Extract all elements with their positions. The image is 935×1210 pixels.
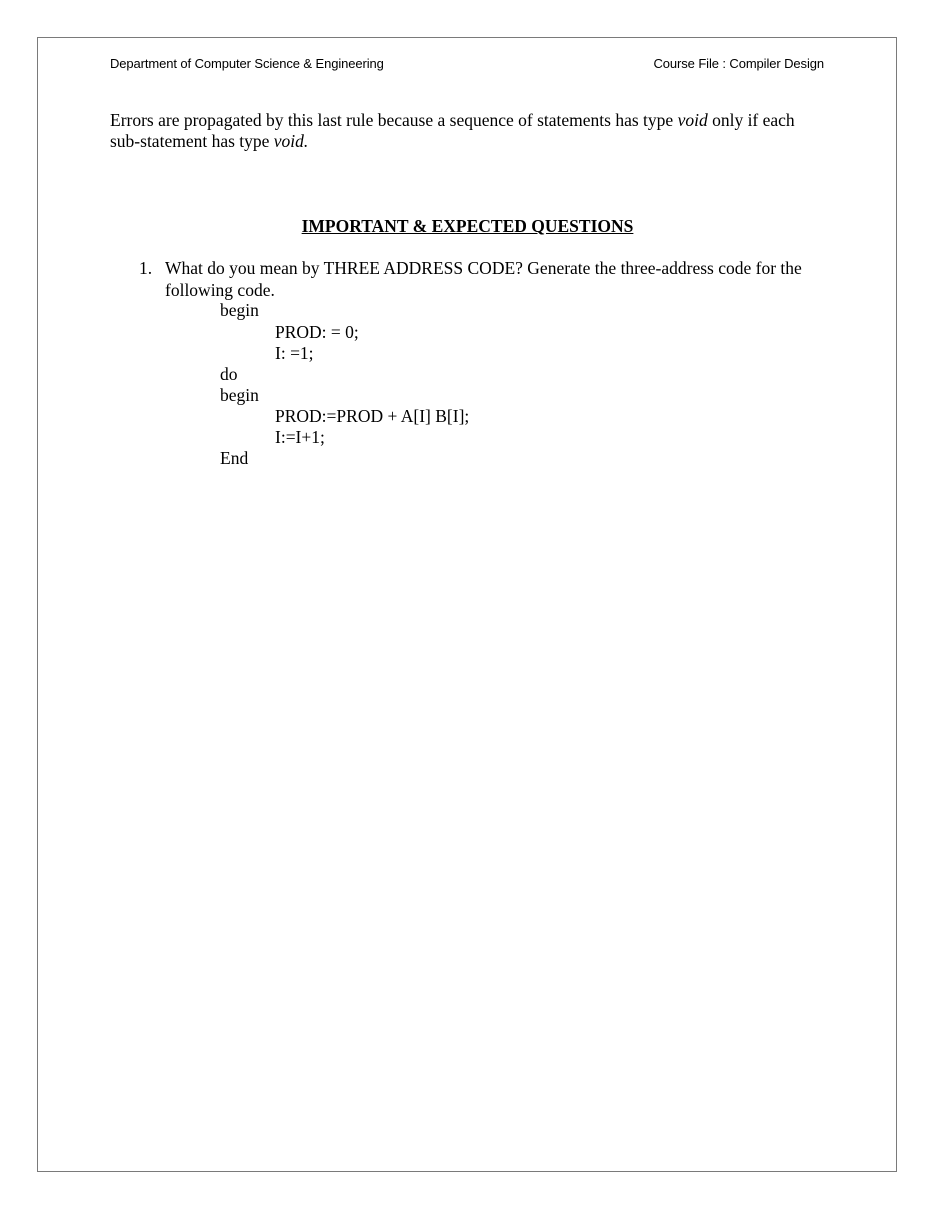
code-line: I: =1; <box>275 343 314 363</box>
header-department: Department of Computer Science & Engineering <box>110 56 384 71</box>
code-line: PROD:=PROD + A[I] B[I]; <box>275 406 470 426</box>
question-number: 1. <box>139 258 153 278</box>
code-line: End <box>220 448 249 468</box>
section-title: IMPORTANT & EXPECTED QUESTIONS <box>301 216 634 236</box>
code-line: begin <box>220 385 259 405</box>
code-line: PROD: = 0; <box>275 322 359 342</box>
code-line: begin <box>220 300 259 320</box>
code-line: I:=I+1; <box>275 427 325 447</box>
intro-emphasis-2: void. <box>273 131 309 151</box>
intro-text-2: only if each sub-statement has type <box>110 110 795 151</box>
intro-paragraph <box>110 110 810 152</box>
code-line: do <box>220 364 238 384</box>
header-course-file: Course File : Compiler Design <box>653 56 824 71</box>
intro-text-1: Errors are propagated by this last rule because a sequence of statements has type <box>110 110 678 130</box>
question-text: What do you mean by THREE ADDRESS CODE? Generate the three-address code for the following code. <box>165 258 802 300</box>
page-border <box>37 37 897 1172</box>
intro-emphasis-1: void <box>677 110 708 130</box>
